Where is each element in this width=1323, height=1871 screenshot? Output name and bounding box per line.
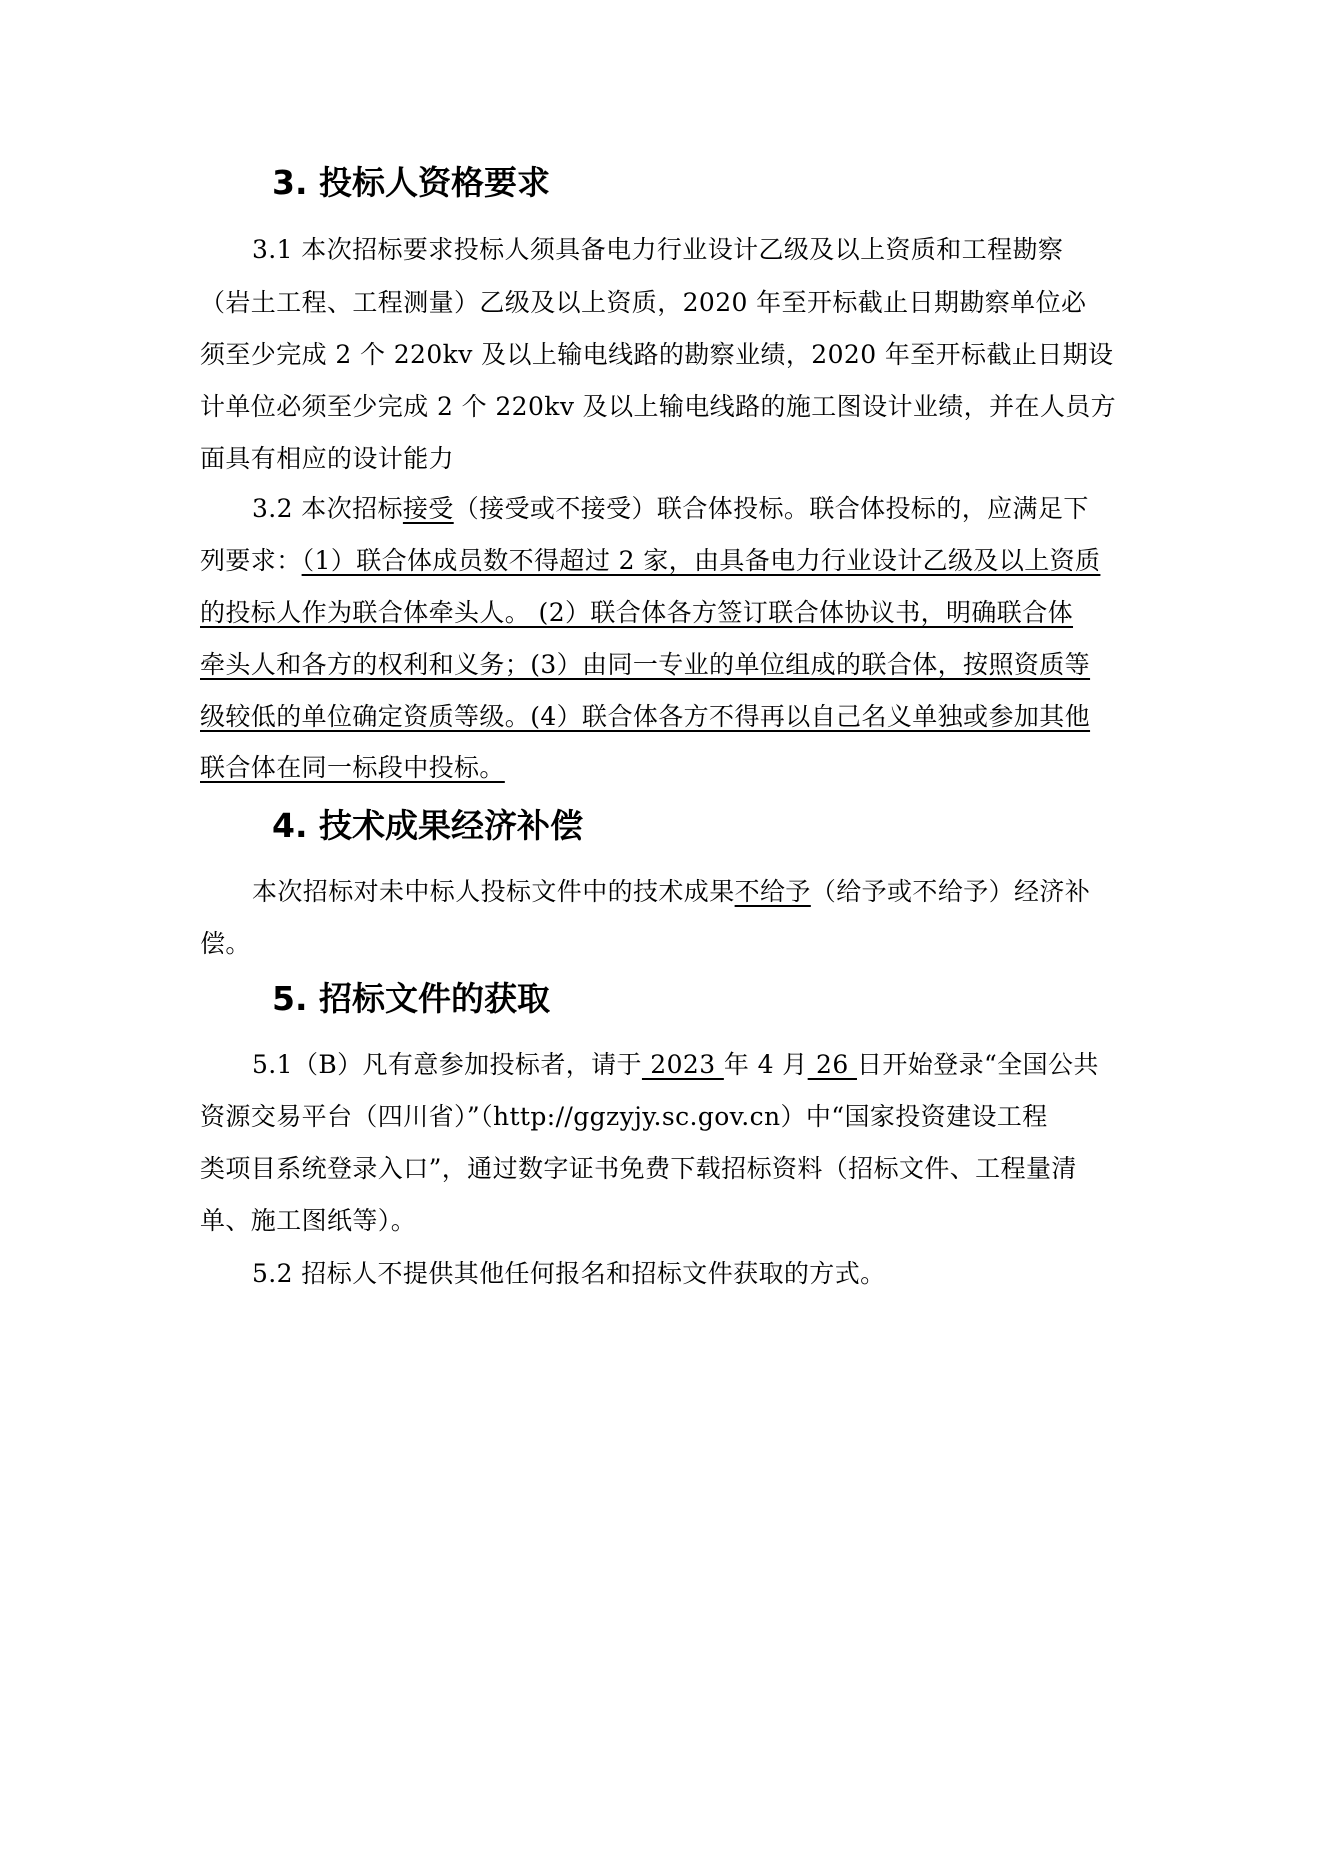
section-5-heading: 5. 招标文件的获取 (272, 979, 550, 1018)
para-3-2-text: 3.2 本次招标 (252, 494, 403, 523)
para-3-1-line-5: 面具有相应的设计能力 (200, 444, 455, 473)
compensation-choice: 不给予 (734, 877, 811, 906)
para-4-line-2: 偿。 (200, 929, 251, 958)
para-5-1-line-4: 单、施工图纸等）。 (200, 1206, 417, 1235)
para-4-text: 本次招标对未中标人投标文件中的技术成果 (252, 877, 735, 906)
accept-choice: 接受 (402, 494, 454, 523)
para-3-1-line-1: 3.1 本次招标要求投标人须具备电力行业设计乙级及以上资质和工程勘察 (252, 235, 1064, 264)
para-4-line-1 (252, 876, 1130, 908)
section-3-heading: 3. 投标人资格要求 (272, 163, 550, 202)
start-day: 26 (807, 1050, 857, 1079)
para-3-1-line-4: 计单位必须至少完成 2 个 220kv 及以上输电线路的施工图设计业绩，并在人员方 (200, 392, 1117, 421)
para-3-2-line-4: 牵头人和各方的权利和义务；(3）由同一专业的单位组成的联合体，按照资质等 (200, 650, 1091, 679)
para-5-1-line-1 (252, 1049, 1130, 1081)
para-5-1-text: 年 4 月 (723, 1050, 808, 1079)
para-3-2-text: （接受或不接受）联合体投标。联合体投标的，应满足下 (453, 494, 1089, 523)
para-3-1-line-3: 须至少完成 2 个 220kv 及以上输电线路的勘察业绩，2020 年至开标截止日期设 (200, 340, 1114, 369)
consortium-requirements: （1）联合体成员数不得超过 2 家，由具备电力行业设计乙级及以上资质 (301, 546, 1101, 575)
para-3-2-line-5: 级较低的单位确定资质等级。(4）联合体各方不得再以自己名义单独或参加其他 (200, 702, 1091, 731)
para-5-1-text: 日开始登录“全国公共 (856, 1050, 1099, 1079)
para-5-1-text: 5.1（B）凡有意参加投标者，请于 (252, 1050, 642, 1079)
para-5-1-line-3: 类项目系统登录入口”，通过数字证书免费下载招标资料（招标文件、工程量清 (200, 1154, 1077, 1183)
para-4-text: （给予或不给予）经济补 (810, 877, 1091, 906)
section-4-heading: 4. 技术成果经济补偿 (272, 806, 583, 845)
para-3-2-line-3: 的投标人作为联合体牵头人。 (2）联合体各方签订联合体协议书，明确联合体 (200, 598, 1074, 627)
para-3-1-line-2: （岩土工程、工程测量）乙级及以上资质，2020 年至开标截止日期勘察单位必 (200, 288, 1087, 317)
para-5-1-line-2: 资源交易平台（四川省）”（http://ggzyjy.sc.gov.cn）中“国家投资建设工程 (200, 1102, 1048, 1131)
para-5-2: 5.2 招标人不提供其他任何报名和招标文件获取的方式。 (252, 1259, 886, 1288)
para-3-2-line-1 (252, 493, 1130, 525)
para-3-2-text: 列要求： (200, 546, 302, 575)
para-3-2-line-2 (200, 545, 1130, 577)
start-year: 2023 (641, 1050, 724, 1079)
para-3-2-line-6: 联合体在同一标段中投标。 (200, 753, 505, 782)
